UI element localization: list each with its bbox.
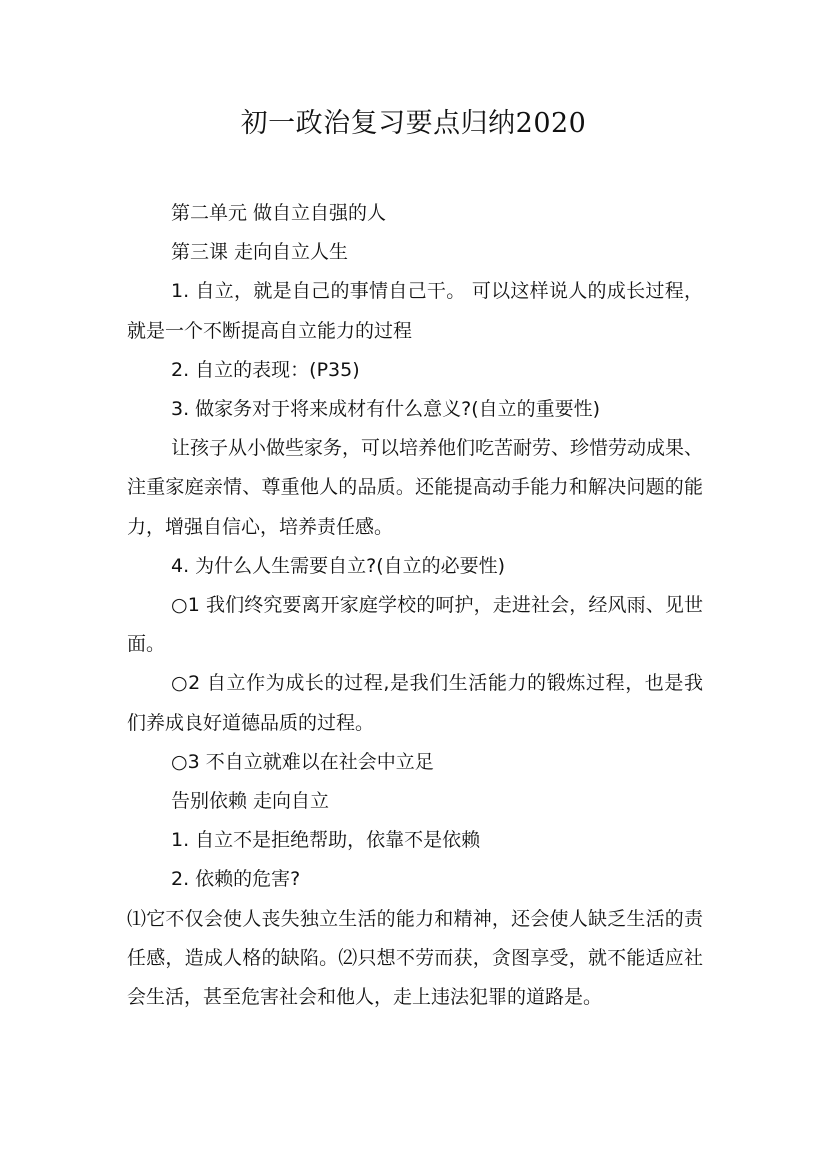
document-body (127, 194, 703, 1017)
paragraph: 2. 依赖的危害? (171, 868, 301, 891)
unit-heading: 第二单元 做自立自强的人 (171, 202, 387, 224)
paragraph: 让孩子从小做些家务，可以培养他们吃苦耐劳、珍惜劳动成果、注重家庭亲情、尊重他人的品质。还能提高动手能力和解决问题的能力，增强自信心，培养责任感。 (127, 437, 704, 538)
lesson-heading: 第三课 走向自立人生 (171, 241, 349, 264)
paragraph: ○1 我们终究要离开家庭学校的呵护，走进社会，经风雨、见世面。 (127, 594, 703, 656)
document-title: 初一政治复习要点归纳2020 (240, 108, 587, 139)
paragraph: ○3 不自立就难以在社会中立足 (171, 750, 434, 773)
paragraph: 4. 为什么人生需要自立?(自立的必要性) (171, 554, 506, 577)
paragraph: 3. 做家务对于将来成材有什么意义?(自立的重要性) (171, 398, 601, 421)
paragraph: 2. 自立的表现：(P35) (171, 358, 360, 381)
section-heading: 告别依赖 走向自立 (171, 790, 330, 813)
paragraph: 1. 自立不是拒绝帮助，依靠不是依赖 (171, 829, 481, 852)
paragraph: ○2 自立作为成长的过程,是我们生活能力的锻炼过程，也是我们养成良好道德品质的过程。 (127, 672, 703, 734)
paragraph: ⑴它不仅会使人丧失独立生活的能力和精神，还会使人缺乏生活的责任感，造成人格的缺陷。⑵只想不劳而获，贪图享受，就不能适应社会生活，甚至危害社会和他人，走上违法犯罪的道路是。 (127, 907, 703, 1009)
paragraph: 1. 自立，就是自己的事情自己干。 可以这样说人的成长过程，就是一个不断提高自立能力的过程 (127, 280, 703, 342)
